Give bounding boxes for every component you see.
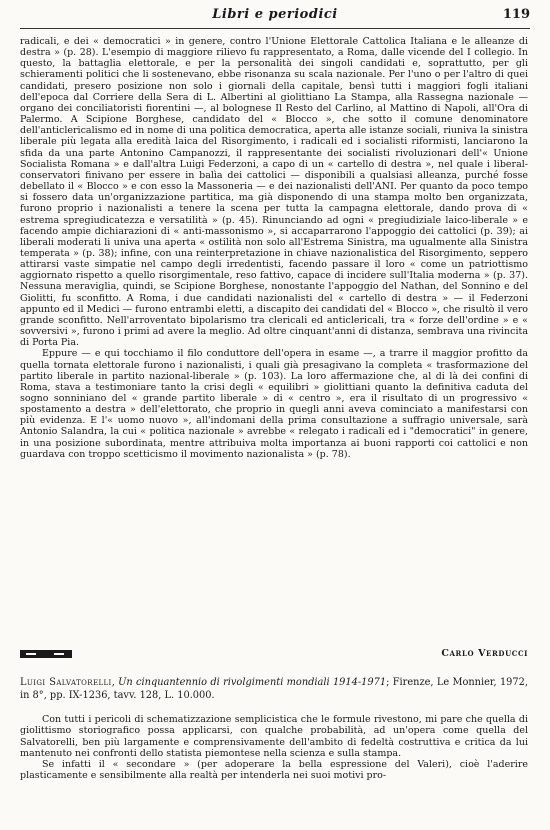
body-paragraph: radicali, e dei « democratici » in genere, contro l'Unione Elettorale Cattolica Italiana e le alleanze di destra » (p. 28). L'esempio di maggiore rilievo fu rappresentato, a Roma, dalle vicende del I collegio. In questo, la battaglia elettorale, e per la personalità dei singoli candidati e, soprattutto, per gli schieramenti politici che li sostenevano, ebbe risonanza su scala nazionale. Per l'uno o per l'altro di quei candidati, presero posizione non solo i giornali della capitale, bensì tutti i maggiori fogli italiani dell'epoca dal Corriere della Sera di L. Albertini al giolittiano La Stampa, alla Rassegna nazionale — organo dei conciliatoristi fiorentini —, al bolognese Il Resto del Carlino, al Mattino di Napoli, all'Ora di Palermo. A Scipione Borghese, candidato del « Blocco », che sotto il comune denominatore dell'anticlericalismo ed in nome di una politica democratica, aperta alle istanze sociali, riuniva la sinistra liberale più legata alla eredità laica del Risorgimento, i radicali ed i socialisti riformisti, lanciarono la sfida da una parte Antonino Campanozzi, il rappresentante dei socialisti rivoluzionari dell'« Unione Socialista Romana » e dall'altra Luigi Federzoni, a capo di un « cartello di destra », nel quale i liberal-conservatori finivano per essere in balìa dei cattolici — disponibili a qualsiasi alleanza, purché fosse debellato il « Blocco » e con esso la Massoneria — e dei nazionalisti dell'ANI. Per quanto da poco tempo si fossero data un'organizzazione partitica, ma già disponendo di una stampa molto ben organizzata, furono proprio i nazionalisti a tenere la scena per tutta la campagna elettorale, dando prova di « estrema spregiudicatezza e versatilità » (p. 45). Rinunciando ad ogni « pregiudiziale laico-liberale » e facendo ampie dichiarazioni di « anti-massonismo », si accaparrarono l'appoggio dei cattolici (p. 39); ai liberali moderati li univa una aperta « ostilità non solo all'Estrema Sinistra, ma ugualmente alla Sinistra temperata » (p. 38); infine, con una reinterpretazione in chiave nazionalistica del Risorgimento, seppero attirarsi vaste simpatie nel campo degli irredentisti, facendo passare il loro « come un patriottismo aggiornato rispetto a quello risorgimentale, reso fattivo, capace di incidere sull'Italia moderna » (p. 37). Nessuna meraviglia, quindi, se Scipione Borghese, nonostante l'appoggio del Nathan, del Sonnino e del Giolitti, fu sconfitto. A Roma, i due candidati nazionalisti del « cartello di destra » — il Federzoni appunto ed il Medici — furono entrambi eletti, a discapito dei candidati del « Blocco », che risultò il vero grande sconfitto. Nell'arroventato bipolarismo tra clericali ed anticlericali, tra « forze dell'ordine » e « sovversivi », furono i primi ad avere la meglio. Ad oltre cinquant'anni di distanza, sembrava una rivincita di Porta Pia. (20, 36, 528, 349)
page-number: 119 (502, 7, 530, 22)
body-paragraph: Eppure — e qui tocchiamo il filo conduttore dell'opera in esame —, a trarre il maggior profitto da quella tornata elettorale furono i nazionalisti, i quali già presagivano la completa « trasformazione del partito liberale in partito nazional-liberale » (p. 103). La loro affermazione che, al di là dei confini di Roma, stava a testimoniare tanto la crisi degli « equilibri » giolittiani quanto la definitiva caduta del sogno sonniniano del « grande partito liberale » di « centro », era il risultato di un progressivo « spostamento a destra » dell'elettorato, che proprio in quegli anni aveva cominciato a manifestarsi con più evidenza. E l'« uomo nuovo », all'indomani della prima consultazione a suffragio universale, sarà Antonio Salandra, la cui « politica nazionale » avrebbe « relegato i radicali ed i "democratici" in genere, in una posizione subordinata, mentre attribuiva molta importanza ai buoni rapporti coi cattolici e non guardava con troppo scetticismo il movimento nazionalista » (p. 78). (20, 348, 528, 460)
review-heading: Luigi Salvatorelli, Un cinquantennio di rivolgimenti mondiali 1914-1971; Firenze, Le Monnier, 1972, in 8°, pp. IX-1236, tavv. 128, L. 10.000. (20, 677, 528, 701)
section-ornament (20, 650, 72, 658)
signature-row (20, 648, 528, 662)
running-title: Libri e periodici (212, 7, 338, 22)
article-body (20, 36, 528, 460)
author-signature: Carlo Verducci (441, 648, 528, 659)
review-book-title: Un cinquantennio di rivolgimenti mondiali 1914-1971 (118, 677, 387, 688)
running-header (20, 6, 530, 29)
review-body (20, 714, 528, 782)
review-paragraph: Se infatti il « secondare » (per adoperare la bella espressione del Valeri), cioè l'aderire plasticamente e sensibilmente alla realtà per intenderla nei suoi motivi pro- (20, 759, 528, 782)
review-paragraph: Con tutti i pericoli di schematizzazione semplicistica che le formule rivestono, mi pare che quella di giolittismo storiografico possa applicarsi, con qualche probabilità, ad un'opera come quella del Salvatorelli, ben più largamente e comprensivamente dell'ambito di fedeltà costruttiva e critica da lui mantenuto nei confronti dello statista piemontese nella scienza e sulla stampa. (20, 714, 528, 759)
review-publication-details: ; Firenze, Le Monnier, 1972, in 8°, pp. IX-1236, tavv. 128, L. 10.000. (20, 677, 528, 701)
review-author: Luigi Salvatorelli (20, 677, 112, 688)
